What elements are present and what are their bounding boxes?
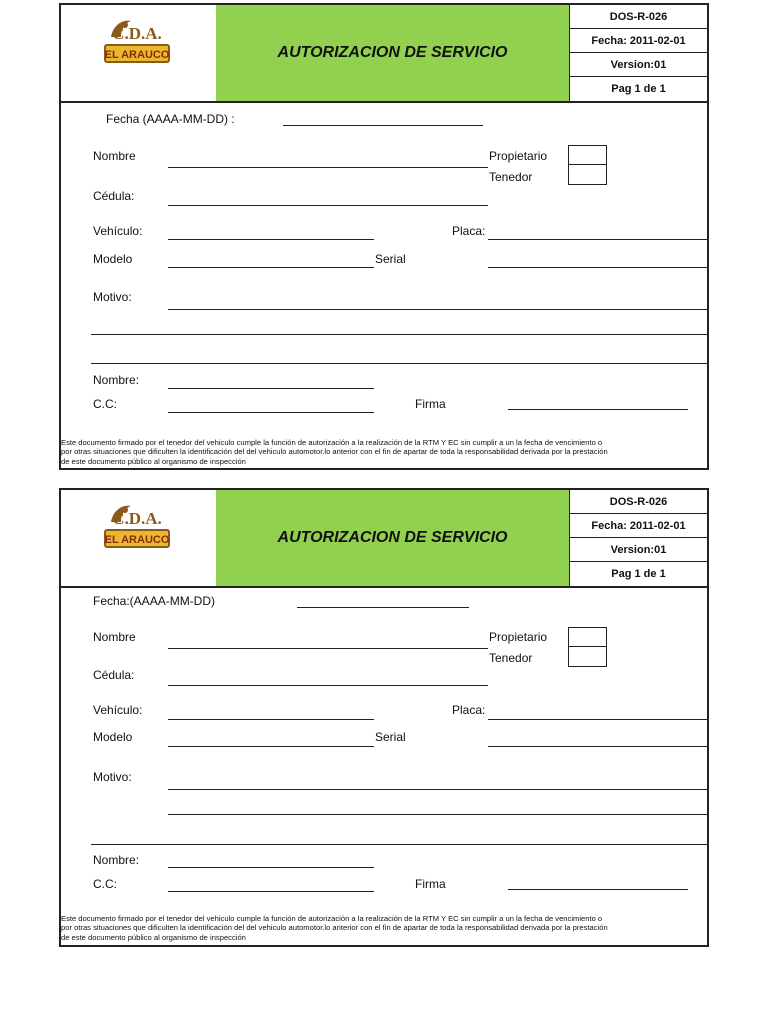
cc-line[interactable] xyxy=(168,412,374,413)
nombre-firmante-line[interactable] xyxy=(168,388,374,389)
logo-bottom-text: EL ARAUCO xyxy=(104,49,170,61)
cc-label: C.C: xyxy=(93,397,117,411)
title-cell xyxy=(216,490,570,586)
note-line: Este documento firmado por el tenedor del vehiculo cumple la función de autorización a la realización de la RTM Y EC sin cumplir a un la fecha de vencimiento o xyxy=(61,438,603,447)
modelo-line[interactable] xyxy=(168,746,374,747)
note-line: de este documento público al organismo de inspección xyxy=(61,456,246,466)
cedula-line[interactable] xyxy=(168,685,488,686)
motivo-label: Motivo: xyxy=(93,770,132,784)
motivo-line-2[interactable] xyxy=(91,334,708,335)
document-meta xyxy=(570,490,707,586)
form-title: AUTORIZACION DE SERVICIO xyxy=(277,44,508,61)
tenedor-label: Tenedor xyxy=(489,170,533,184)
placa-label: Placa: xyxy=(452,224,486,238)
document-page: Pag 1 de 1 xyxy=(611,83,666,95)
motivo-line-3[interactable] xyxy=(91,844,708,845)
nombre-line[interactable] xyxy=(168,648,488,649)
note-line: por otras situaciones que dificulten la identificación del del vehiculo automotor.lo anterior con el fin de apartar de toda la responsabilidad derivada por la prestación xyxy=(61,923,608,933)
cc-label: C.C: xyxy=(93,877,117,891)
cda-el-arauco-logo xyxy=(101,502,173,554)
firma-line[interactable] xyxy=(508,889,688,890)
fecha-label: Fecha:(AAAA-MM-DD) xyxy=(93,594,216,608)
tenedor-checkbox[interactable] xyxy=(568,647,607,667)
serial-line[interactable] xyxy=(488,746,708,747)
tenedor-checkbox[interactable] xyxy=(568,165,607,185)
propietario-label: Propietario xyxy=(489,149,548,163)
vehiculo-label: Vehículo: xyxy=(93,703,143,717)
logo-cell xyxy=(61,5,217,101)
disclaimer-note xyxy=(61,438,709,466)
modelo-label: Modelo xyxy=(93,252,133,266)
serial-label: Serial xyxy=(375,252,406,266)
nombre-firmante-label: Nombre: xyxy=(93,373,140,387)
form-title: AUTORIZACION DE SERVICIO xyxy=(277,529,508,546)
motivo-line-2[interactable] xyxy=(168,814,708,815)
logo-top-text: C.D.A. xyxy=(112,509,162,528)
tenedor-label: Tenedor xyxy=(489,651,533,665)
placa-line[interactable] xyxy=(488,719,708,720)
document-code: DOS-R-026 xyxy=(570,490,707,514)
motivo-line-3[interactable] xyxy=(91,363,708,364)
authorization-form-1 xyxy=(59,3,709,470)
nombre-firmante-line[interactable] xyxy=(168,867,374,868)
document-date: Fecha: 2011-02-01 xyxy=(570,514,707,538)
title-cell xyxy=(216,5,570,101)
propietario-label: Propietario xyxy=(489,630,548,644)
nombre-firmante-label: Nombre: xyxy=(93,853,140,867)
propietario-checkbox[interactable] xyxy=(568,627,607,647)
firma-label: Firma xyxy=(415,397,446,411)
logo-cell xyxy=(61,490,217,586)
cedula-label: Cédula: xyxy=(93,189,135,203)
note-line: Este documento firmado por el tenedor del vehiculo cumple la función de autorización a la realización de la RTM Y EC sin cumplir a un la fecha de vencimiento o xyxy=(61,914,603,923)
cc-line[interactable] xyxy=(168,891,374,892)
authorization-form-2 xyxy=(59,488,709,947)
document-meta xyxy=(570,5,707,101)
propietario-checkbox[interactable] xyxy=(568,145,607,165)
cedula-label: Cédula: xyxy=(93,668,135,682)
form-header xyxy=(61,490,707,588)
vehiculo-label: Vehículo: xyxy=(93,224,143,238)
vehiculo-line[interactable] xyxy=(168,719,374,720)
form-header xyxy=(61,5,707,103)
nombre-label: Nombre xyxy=(93,149,136,163)
nombre-line[interactable] xyxy=(168,167,488,168)
firma-line[interactable] xyxy=(508,409,688,410)
cda-el-arauco-logo xyxy=(101,17,173,69)
fecha-line[interactable] xyxy=(283,125,483,126)
document-code: DOS-R-026 xyxy=(570,5,707,29)
note-line: por otras situaciones que dificulten la identificación del del vehiculo automotor.lo anterior con el fin de apartar de toda la responsabilidad derivada por la prestación xyxy=(61,447,608,457)
note-line: de este documento público al organismo de inspección xyxy=(61,932,246,942)
vehiculo-line[interactable] xyxy=(168,239,374,240)
motivo-line-1[interactable] xyxy=(168,309,708,310)
modelo-label: Modelo xyxy=(93,730,133,744)
placa-label: Placa: xyxy=(452,703,486,717)
modelo-line[interactable] xyxy=(168,267,374,268)
serial-line[interactable] xyxy=(488,267,708,268)
document-date: Fecha: 2011-02-01 xyxy=(570,29,707,53)
cedula-line[interactable] xyxy=(168,205,488,206)
serial-label: Serial xyxy=(375,730,406,744)
motivo-line-1[interactable] xyxy=(168,789,708,790)
document-version: Version:01 xyxy=(570,53,707,77)
motivo-label: Motivo: xyxy=(93,290,132,304)
disclaimer-note xyxy=(61,914,709,942)
nombre-label: Nombre xyxy=(93,630,136,644)
logo-bottom-text: EL ARAUCO xyxy=(104,534,170,546)
logo-top-text: C.D.A. xyxy=(112,24,162,43)
firma-label: Firma xyxy=(415,877,446,891)
document-page: Pag 1 de 1 xyxy=(611,568,666,580)
document-version: Version:01 xyxy=(570,538,707,562)
fecha-label: Fecha (AAAA-MM-DD) : xyxy=(106,112,235,126)
placa-line[interactable] xyxy=(488,239,708,240)
fecha-line[interactable] xyxy=(297,607,469,608)
